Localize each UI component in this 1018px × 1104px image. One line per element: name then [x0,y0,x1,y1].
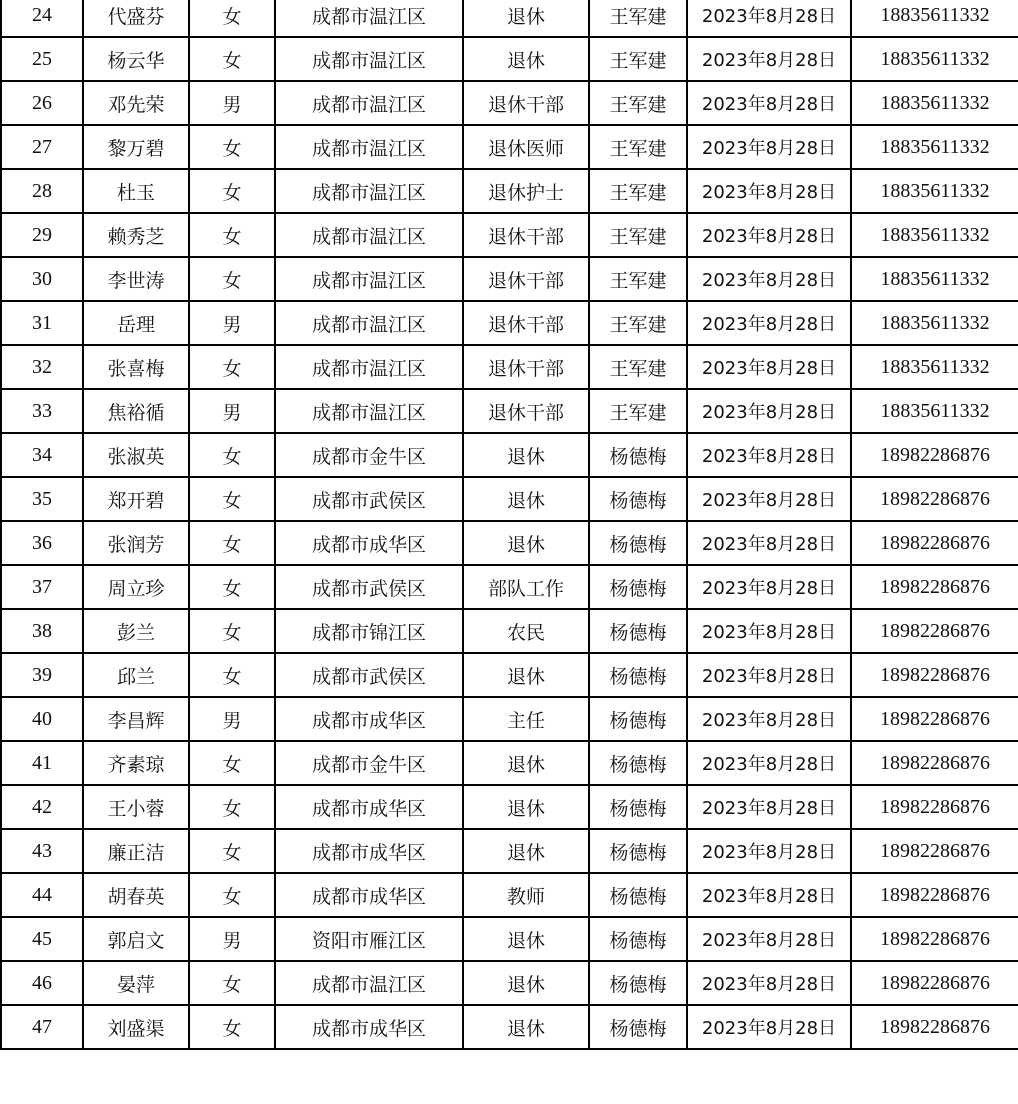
cell-gender: 女 [189,609,275,653]
cell-address: 成都市金牛区 [275,741,463,785]
cell-contact-person: 杨德梅 [589,477,687,521]
cell-address: 成都市金牛区 [275,433,463,477]
cell-name: 黎万碧 [83,125,189,169]
table-row [1,521,1018,565]
cell-contact-person: 杨德梅 [589,961,687,1005]
cell-contact-person: 杨德梅 [589,741,687,785]
cell-row-number: 37 [1,565,83,609]
cell-date: 2023年8月28日 [687,345,851,389]
cell-gender: 女 [189,741,275,785]
table-row [1,257,1018,301]
cell-phone: 18982286876 [851,609,1018,653]
table-row [1,125,1018,169]
cell-date: 2023年8月28日 [687,125,851,169]
cell-name: 李昌辉 [83,697,189,741]
table-row [1,213,1018,257]
cell-contact-person: 杨德梅 [589,609,687,653]
table-row [1,697,1018,741]
cell-contact-person: 杨德梅 [589,785,687,829]
cell-gender: 男 [189,389,275,433]
table-row [1,917,1018,961]
cell-phone: 18835611332 [851,81,1018,125]
cell-address: 成都市温江区 [275,81,463,125]
cell-occupation: 部队工作 [463,565,589,609]
cell-gender: 女 [189,565,275,609]
cell-contact-person: 王军建 [589,81,687,125]
cell-phone: 18982286876 [851,477,1018,521]
cell-name: 刘盛渠 [83,1005,189,1049]
cell-address: 成都市温江区 [275,389,463,433]
table-row [1,565,1018,609]
cell-occupation: 退休干部 [463,301,589,345]
cell-date: 2023年8月28日 [687,213,851,257]
cell-phone: 18835611332 [851,37,1018,81]
cell-phone: 18982286876 [851,521,1018,565]
cell-row-number: 30 [1,257,83,301]
cell-address: 成都市武侯区 [275,653,463,697]
cell-occupation: 退休 [463,917,589,961]
cell-gender: 男 [189,81,275,125]
cell-name: 李世涛 [83,257,189,301]
cell-name: 杜玉 [83,169,189,213]
cell-date: 2023年8月28日 [687,961,851,1005]
roster-body [1,0,1018,1049]
cell-row-number: 33 [1,389,83,433]
cell-occupation: 退休 [463,741,589,785]
cell-occupation: 农民 [463,609,589,653]
cell-occupation: 教师 [463,873,589,917]
cell-name: 代盛芬 [83,0,189,37]
cell-row-number: 38 [1,609,83,653]
table-row [1,961,1018,1005]
cell-address: 成都市温江区 [275,257,463,301]
cell-phone: 18835611332 [851,389,1018,433]
cell-occupation: 退休干部 [463,345,589,389]
cell-address: 成都市温江区 [275,961,463,1005]
cell-occupation: 退休 [463,1005,589,1049]
cell-address: 成都市锦江区 [275,609,463,653]
cell-row-number: 32 [1,345,83,389]
cell-gender: 女 [189,345,275,389]
cell-occupation: 退休 [463,521,589,565]
cell-gender: 女 [189,257,275,301]
cell-address: 成都市武侯区 [275,477,463,521]
table-row [1,477,1018,521]
cell-occupation: 退休 [463,961,589,1005]
cell-date: 2023年8月28日 [687,873,851,917]
cell-occupation: 退休 [463,829,589,873]
cell-phone: 18835611332 [851,125,1018,169]
cell-row-number: 24 [1,0,83,37]
cell-date: 2023年8月28日 [687,697,851,741]
cell-phone: 18982286876 [851,741,1018,785]
cell-row-number: 27 [1,125,83,169]
cell-gender: 女 [189,521,275,565]
table-row [1,169,1018,213]
cell-contact-person: 王军建 [589,345,687,389]
cell-phone: 18982286876 [851,785,1018,829]
cell-gender: 女 [189,873,275,917]
cell-contact-person: 王军建 [589,125,687,169]
cell-contact-person: 王军建 [589,169,687,213]
cell-gender: 女 [189,213,275,257]
cell-phone: 18835611332 [851,169,1018,213]
cell-date: 2023年8月28日 [687,81,851,125]
cell-row-number: 44 [1,873,83,917]
table-row [1,433,1018,477]
cell-row-number: 28 [1,169,83,213]
cell-name: 张淑英 [83,433,189,477]
cell-date: 2023年8月28日 [687,433,851,477]
cell-contact-person: 王军建 [589,301,687,345]
cell-address: 资阳市雁江区 [275,917,463,961]
cell-address: 成都市温江区 [275,345,463,389]
table-row [1,389,1018,433]
table-row [1,609,1018,653]
cell-address: 成都市温江区 [275,125,463,169]
cell-row-number: 47 [1,1005,83,1049]
cell-row-number: 40 [1,697,83,741]
cell-name: 张喜梅 [83,345,189,389]
table-row [1,0,1018,37]
cell-address: 成都市温江区 [275,37,463,81]
cell-gender: 男 [189,697,275,741]
cell-address: 成都市温江区 [275,0,463,37]
cell-name: 晏萍 [83,961,189,1005]
cell-date: 2023年8月28日 [687,609,851,653]
cell-date: 2023年8月28日 [687,257,851,301]
cell-name: 焦裕循 [83,389,189,433]
cell-gender: 女 [189,169,275,213]
cell-contact-person: 王军建 [589,213,687,257]
cell-occupation: 主任 [463,697,589,741]
cell-contact-person: 王军建 [589,0,687,37]
cell-name: 胡春英 [83,873,189,917]
cell-contact-person: 杨德梅 [589,433,687,477]
cell-name: 郑开碧 [83,477,189,521]
cell-phone: 18835611332 [851,257,1018,301]
cell-date: 2023年8月28日 [687,169,851,213]
cell-name: 王小蓉 [83,785,189,829]
cell-row-number: 46 [1,961,83,1005]
cell-occupation: 退休干部 [463,257,589,301]
cell-date: 2023年8月28日 [687,741,851,785]
cell-date: 2023年8月28日 [687,521,851,565]
cell-gender: 女 [189,961,275,1005]
cell-gender: 女 [189,829,275,873]
cell-contact-person: 杨德梅 [589,1005,687,1049]
cell-contact-person: 杨德梅 [589,917,687,961]
cell-row-number: 29 [1,213,83,257]
cell-name: 邱兰 [83,653,189,697]
cell-row-number: 43 [1,829,83,873]
cell-date: 2023年8月28日 [687,0,851,37]
cell-row-number: 25 [1,37,83,81]
cell-date: 2023年8月28日 [687,37,851,81]
cell-name: 杨云华 [83,37,189,81]
cell-row-number: 35 [1,477,83,521]
table-row [1,301,1018,345]
cell-occupation: 退休医师 [463,125,589,169]
cell-name: 赖秀芝 [83,213,189,257]
cell-date: 2023年8月28日 [687,477,851,521]
cell-occupation: 退休 [463,653,589,697]
cell-contact-person: 王军建 [589,37,687,81]
cell-contact-person: 王军建 [589,257,687,301]
cell-row-number: 36 [1,521,83,565]
cell-date: 2023年8月28日 [687,389,851,433]
cell-contact-person: 王军建 [589,389,687,433]
table-row [1,829,1018,873]
cell-row-number: 26 [1,81,83,125]
cell-name: 郭启文 [83,917,189,961]
cell-date: 2023年8月28日 [687,301,851,345]
table-row [1,37,1018,81]
cell-row-number: 39 [1,653,83,697]
cell-date: 2023年8月28日 [687,1005,851,1049]
cell-address: 成都市成华区 [275,521,463,565]
cell-address: 成都市温江区 [275,169,463,213]
cell-date: 2023年8月28日 [687,917,851,961]
cell-occupation: 退休 [463,0,589,37]
cell-address: 成都市成华区 [275,829,463,873]
table-row [1,785,1018,829]
cell-gender: 女 [189,433,275,477]
table-row [1,1005,1018,1049]
cell-phone: 18982286876 [851,873,1018,917]
cell-phone: 18982286876 [851,433,1018,477]
cell-gender: 男 [189,301,275,345]
cell-occupation: 退休干部 [463,389,589,433]
cell-contact-person: 杨德梅 [589,697,687,741]
cell-address: 成都市武侯区 [275,565,463,609]
cell-row-number: 45 [1,917,83,961]
cell-occupation: 退休 [463,433,589,477]
cell-gender: 女 [189,0,275,37]
table-row [1,741,1018,785]
cell-row-number: 34 [1,433,83,477]
cell-name: 齐素琼 [83,741,189,785]
cell-name: 廉正洁 [83,829,189,873]
cell-gender: 女 [189,477,275,521]
table-row [1,345,1018,389]
cell-row-number: 31 [1,301,83,345]
cell-name: 彭兰 [83,609,189,653]
cell-name: 张润芳 [83,521,189,565]
cell-occupation: 退休干部 [463,81,589,125]
cell-address: 成都市温江区 [275,213,463,257]
cell-phone: 18982286876 [851,829,1018,873]
cell-contact-person: 杨德梅 [589,829,687,873]
cell-contact-person: 杨德梅 [589,873,687,917]
table-row [1,81,1018,125]
cell-address: 成都市成华区 [275,697,463,741]
cell-phone: 18982286876 [851,653,1018,697]
cell-date: 2023年8月28日 [687,565,851,609]
cell-phone: 18982286876 [851,565,1018,609]
cell-occupation: 退休护士 [463,169,589,213]
cell-phone: 18982286876 [851,917,1018,961]
cell-occupation: 退休 [463,37,589,81]
cell-name: 邓先荣 [83,81,189,125]
cell-occupation: 退休 [463,477,589,521]
cell-name: 岳理 [83,301,189,345]
cell-occupation: 退休 [463,785,589,829]
cell-row-number: 42 [1,785,83,829]
cell-gender: 女 [189,1005,275,1049]
cell-contact-person: 杨德梅 [589,521,687,565]
cell-row-number: 41 [1,741,83,785]
cell-phone: 18982286876 [851,1005,1018,1049]
cell-phone: 18835611332 [851,301,1018,345]
cell-address: 成都市成华区 [275,873,463,917]
cell-date: 2023年8月28日 [687,785,851,829]
cell-date: 2023年8月28日 [687,829,851,873]
cell-gender: 女 [189,125,275,169]
cell-name: 周立珍 [83,565,189,609]
cell-phone: 18982286876 [851,697,1018,741]
cell-contact-person: 杨德梅 [589,653,687,697]
cell-gender: 女 [189,37,275,81]
cell-address: 成都市成华区 [275,1005,463,1049]
cell-phone: 18982286876 [851,961,1018,1005]
cell-date: 2023年8月28日 [687,653,851,697]
cell-phone: 18835611332 [851,0,1018,37]
cell-contact-person: 杨德梅 [589,565,687,609]
cell-phone: 18835611332 [851,345,1018,389]
cell-gender: 男 [189,917,275,961]
cell-gender: 女 [189,785,275,829]
cell-occupation: 退休干部 [463,213,589,257]
table-row [1,873,1018,917]
cell-address: 成都市成华区 [275,785,463,829]
cell-phone: 18835611332 [851,213,1018,257]
table-row [1,653,1018,697]
cell-address: 成都市温江区 [275,301,463,345]
cell-gender: 女 [189,653,275,697]
